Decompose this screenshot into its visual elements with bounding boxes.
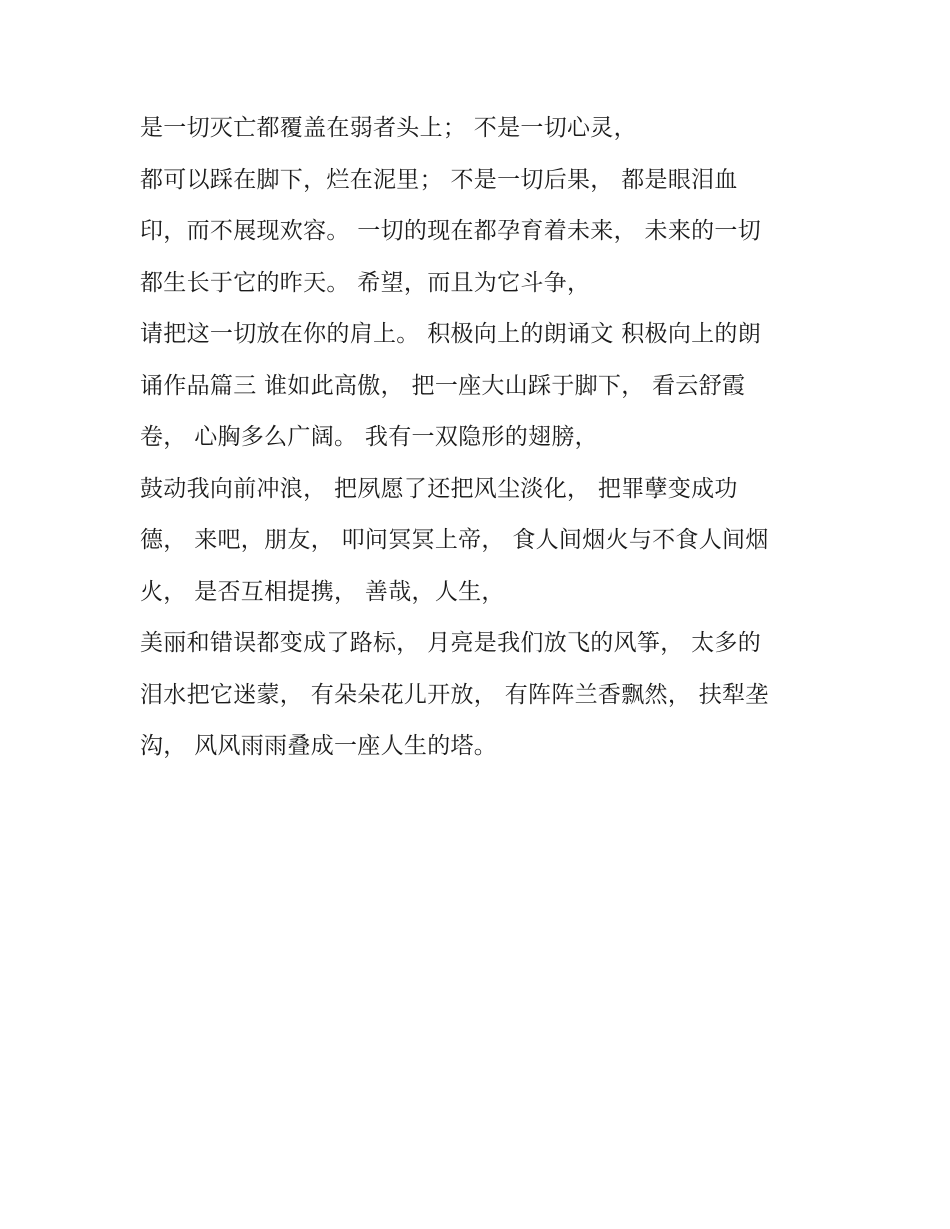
text-line: 请把这一切放在你的肩上。 积极向上的朗诵文 积极向上的朗: [140, 321, 762, 347]
text-line: 卷， 心胸多么广阔。 我有一双隐形的翅膀，: [140, 424, 598, 450]
text-line: 都生长于它的昨天。 希望，而且为它斗争，: [140, 269, 591, 296]
text-line: 美丽和错误都变成了路标， 月亮是我们放飞的风筝， 太多的: [140, 630, 762, 656]
text-line: 火， 是否互相提携， 善哉，人生，: [140, 578, 505, 605]
text-line: 泪水把它迷蒙， 有朵朵花儿开放， 有阵阵兰香飘然， 扶犁垄: [140, 681, 769, 708]
text-line: 沟， 风风雨雨叠成一座人生的塔。: [140, 733, 498, 759]
text-line: 都可以踩在脚下，烂在泥里； 不是一切后果， 都是眼泪血: [140, 166, 738, 193]
text-line: 鼓动我向前冲浪， 把夙愿了还把风尘淡化， 把罪孽变成功: [140, 475, 738, 502]
body-text: [140, 108, 830, 778]
text-line: 德， 来吧，朋友， 叩问冥冥上帝， 食人间烟火与不食人间烟: [140, 527, 769, 553]
text-line: 是一切灭亡都覆盖在弱者头上； 不是一切心灵，: [140, 115, 637, 141]
text-line: 诵作品篇三 谁如此高傲， 把一座大山踩于脚下， 看云舒霞: [140, 372, 746, 399]
text-line: 印，而不展现欢容。 一切的现在都孕育着未来， 未来的一切: [140, 218, 762, 244]
